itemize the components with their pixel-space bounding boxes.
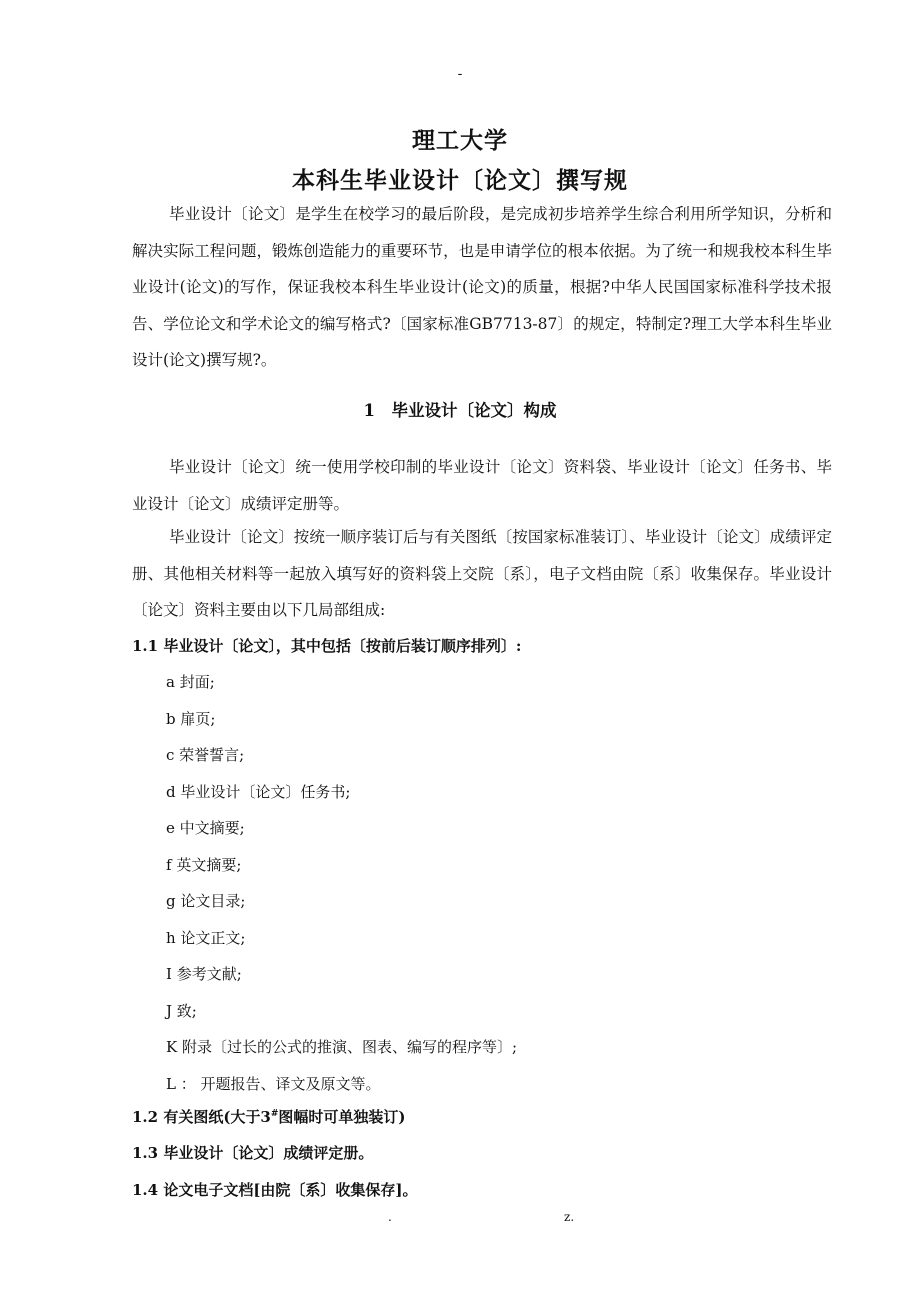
subsection-1-4: 1.4 论文电子文档[由院〔系〕收集保存]。: [132, 1181, 418, 1199]
section-paragraph-2: 毕业设计〔论文〕按统一顺序装订后与有关图纸〔按国家标准装订〕、毕业设计〔论文〕成绩评定册、其他相关材料等一起放入填写好的资料袋上交院〔系〕，电子文档由院〔系〕收集保存。毕业设计〔论文〕资料主要由以下几局部组成:: [132, 528, 832, 619]
list-item: I 参考文献;: [166, 965, 242, 983]
list-item: L ： 开题报告、译文及原文等。: [166, 1074, 381, 1093]
document-title-university: 理工大学: [412, 127, 508, 154]
document-title: 本科生毕业设计〔论文〕撰写规: [292, 167, 628, 194]
list-item: a 封面;: [166, 673, 215, 691]
subsection-1-2: [132, 1106, 406, 1127]
header-mark: -: [457, 66, 463, 82]
subsection-1-2-sup: #: [270, 1109, 279, 1119]
list-item: K 附录〔过长的公式的推演、图表、编写的程序等〕;: [166, 1038, 518, 1056]
binding-order-list: [166, 664, 517, 1102]
list-item: e 中文摘要;: [166, 819, 245, 837]
section-heading: 1 毕业设计〔论文〕构成: [363, 401, 557, 420]
list-item: c 荣誉誓言;: [166, 746, 245, 764]
list-item: g 论文目录;: [166, 892, 246, 910]
subsection-1-3: 1.3 毕业设计〔论文〕成绩评定册。: [132, 1144, 374, 1162]
footer-right-mark: z.: [564, 1210, 575, 1224]
subsection-1-2-text: 1.2 有关图纸(大于3: [132, 1108, 271, 1126]
intro-paragraph: 毕业设计〔论文〕是学生在校学习的最后阶段，是完成初步培养学生综合利用所学知识，分析和解决实际工程问题，锻炼创造能力的重要环节，也是申请学位的根本依据。为了统一和规我校本科生毕业设计(论文)的写作，保证我校本科生毕业设计(论文)的质量，根据?中华人民国国家标准科学技术报告、学位论文和学术论文的编写格式?〔国家标准GB7713-87〕的规定，特制定?理工大学本科生毕业设计(论文)撰写规?。: [132, 205, 832, 369]
footer-left-mark: .: [388, 1210, 392, 1224]
list-item: f 英文摘要;: [166, 855, 242, 874]
subsection-1-1: 1.1 毕业设计〔论文〕，其中包括〔按前后装订顺序排列〕:: [132, 637, 522, 655]
list-item: b 扉页;: [166, 709, 216, 728]
list-item: J 致;: [166, 1001, 197, 1020]
list-item: d 毕业设计〔论文〕任务书;: [166, 782, 351, 801]
list-item: h 论文正文;: [166, 928, 246, 947]
subsection-1-2-tail: 图幅时可单独装订): [278, 1108, 406, 1126]
section-paragraph-1: 毕业设计〔论文〕统一使用学校印制的毕业设计〔论文〕资料袋、毕业设计〔论文〕任务书、毕业设计〔论文〕成绩评定册等。: [132, 458, 832, 513]
